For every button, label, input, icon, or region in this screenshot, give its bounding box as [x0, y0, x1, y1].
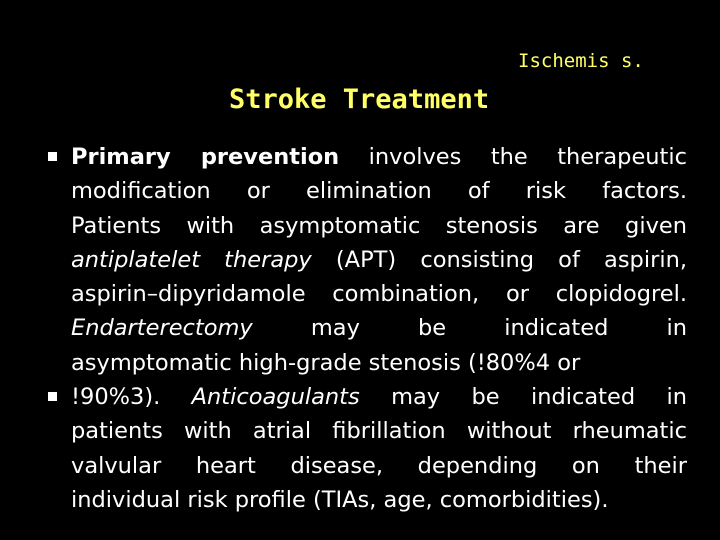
bullet-line	[71, 483, 687, 517]
bullet-line	[71, 209, 687, 243]
slide-body	[42, 140, 687, 517]
line-text: may be indicated in	[252, 315, 687, 342]
bullet-marker-icon	[48, 392, 57, 401]
line-text: modification or elimination of risk factors.	[71, 178, 687, 205]
line-text: !90%3).	[71, 384, 192, 411]
line-text: individual risk profile (TIAs, age, comorbidities).	[71, 486, 609, 513]
bullet-line	[71, 346, 687, 380]
bullet-line	[71, 414, 687, 448]
line-text: Patients with asymptomatic stenosis are given	[71, 212, 687, 239]
term-endarterectomy: Endarterectomy	[71, 315, 253, 342]
bullet-line	[71, 449, 687, 483]
slide-subtitle: Ischemis s.	[518, 50, 644, 72]
bullet-primary-prevention	[42, 140, 687, 380]
slide-title: Stroke Treatment	[229, 84, 490, 115]
line-text: involves the therapeutic	[339, 144, 687, 170]
line-text: (APT) consisting of aspirin,	[311, 246, 687, 273]
line-text: aspirin–dipyridamole combination, or clopidogrel.	[71, 281, 687, 308]
bullet-line	[71, 174, 687, 208]
bullet-line	[71, 380, 687, 414]
line-text: valvular heart disease, depending on their	[71, 452, 687, 479]
bullet-line	[71, 140, 687, 174]
bullet-line	[71, 277, 687, 311]
line-text: patients with atrial fibrillation without rheumatic	[71, 418, 687, 445]
bullet-anticoagulants	[42, 380, 687, 517]
bullet-line	[71, 311, 687, 345]
line-text: may be indicated in	[359, 384, 687, 411]
bullet-marker-icon	[48, 152, 57, 161]
term-antiplatelet-therapy: antiplatelet therapy	[71, 246, 312, 273]
bullet-line	[71, 243, 687, 277]
term-anticoagulants: Anticoagulants	[191, 384, 360, 411]
line-text: asymptomatic high-grade stenosis (!80%4 or	[71, 349, 581, 376]
term-primary-prevention: Primary prevention	[71, 144, 340, 170]
